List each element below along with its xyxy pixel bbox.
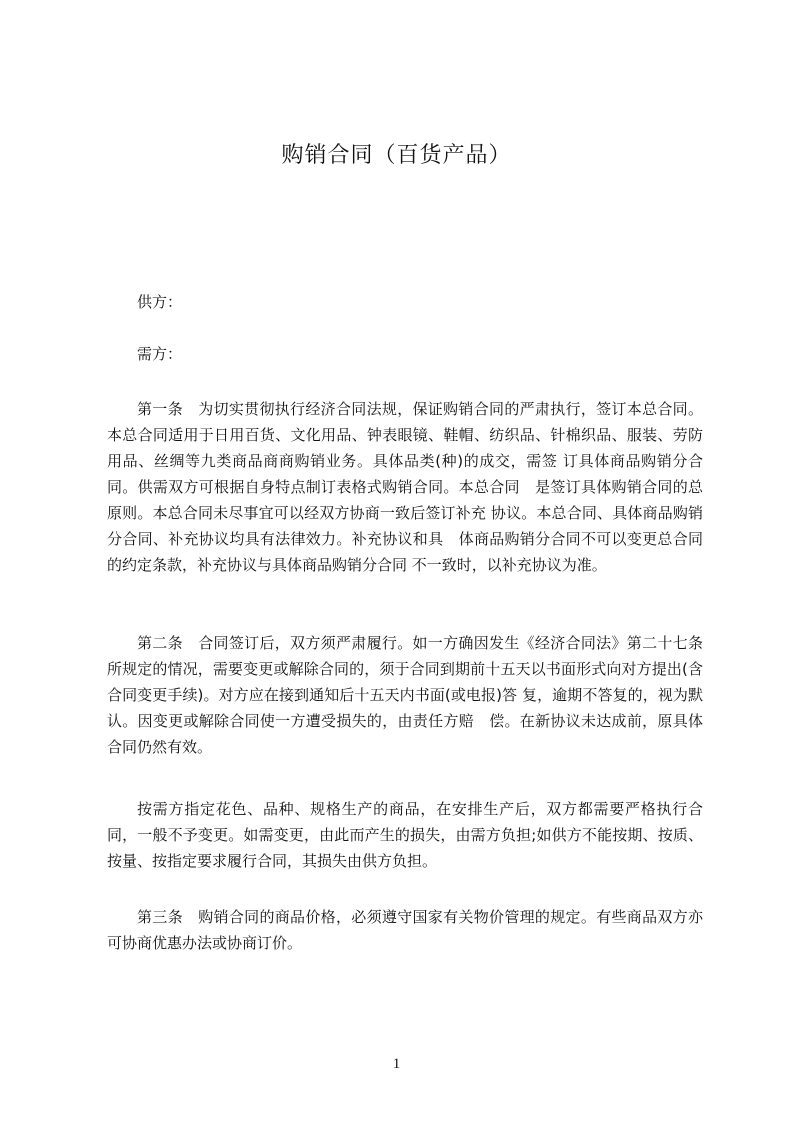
page-number: 1 <box>392 1056 401 1072</box>
document-title: 购销合同（百货产品） <box>281 143 512 168</box>
supplier-label: 供方： <box>137 293 183 311</box>
article-1-paragraph: 第一条 为切实贯彻执行经济合同法规，保证购销合同的严肃执行，签订本总合同。本总合同适用于日用百货、文化用品、钟表眼镜、鞋帽、纺织品、针棉织品、服装、劳防用品、丝绸等九类商品商商购销业务。具体品类(种)的成交，需签 订具体商品购销分合同。供需双方可根据自身特点制订表格式购销合同。本总合同 是签订具体购销合同的总原则。本总合同未尽事宜可以经双方协商一致后签订补充 协议。本总合同、具体商品购销分合同、补充协议均具有法律效力。补充协议和具 体商品购销分合同不可以变更总合同的约定条款，补充协议与具体商品购销分合同 不一致时，以补充协议为准。 <box>107 400 703 574</box>
article-3-paragraph: 第三条 购销合同的商品价格，必须遵守国家有关物价管理的规定。有些商品双方亦可协商优惠办法或协商订价。 <box>107 908 703 952</box>
buyer-label: 需方： <box>137 345 183 363</box>
article-2-paragraph: 第二条 合同签订后，双方须严肃履行。如一方确因发生《经济合同法》第二十七条所规定的情况，需要变更或解除合同的，须于合同到期前十五天以书面形式向对方提出(含合同变更手续)。对方应在接到通知后十五天内书面(或电报)答 复，逾期不答复的，视为默认。因变更或解除合同使一方遭受损失的，由责任方赔 偿。在新协议未达成前，原具体合同仍然有效。 <box>107 634 703 756</box>
custom-production-paragraph: 按需方指定花色、品种、规格生产的商品，在安排生产后，双方都需要严格执行合同，一般不予变更。如需变更，由此而产生的损失，由需方负担;如供方不能按期、按质、按量、按指定要求履行合同，其损失由供方负担。 <box>107 800 703 870</box>
